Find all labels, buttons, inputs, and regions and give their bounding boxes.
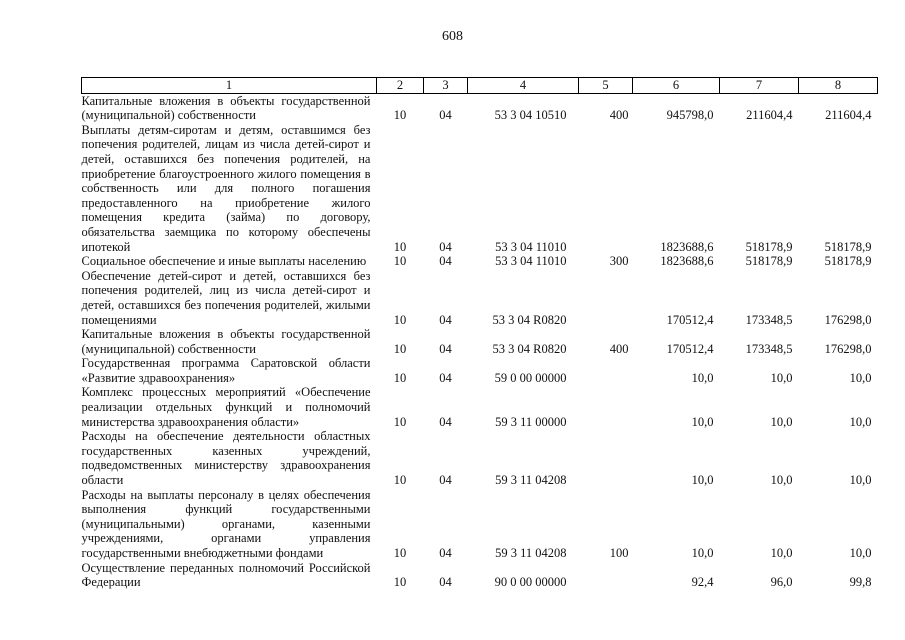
budget-table [81,77,878,590]
column-header: 7 [720,78,799,94]
section-code-cell: 10 [393,341,407,356]
table-row [82,561,878,590]
subsection-code-cell: 04 [439,254,452,269]
expense-type-cell [579,269,633,327]
target-article-cell: 53 3 04 11010 [495,254,567,269]
section-code-cell: 10 [393,546,407,560]
expense-type-cell [579,356,633,385]
amount-year3-cell: 176298,0 [824,341,872,356]
amount-year2-cell: 96,0 [770,575,793,590]
expense-type-cell [579,123,633,254]
item-name-cell: Расходы на обеспечение деятельности областных государственных казенных учреждений, подведомственных министерству здравоохранения области [81,429,371,488]
item-name-cell: Комплекс процессных мероприятий «Обеспечение реализации отдельных функций и полномочий министерства здравоохранения области» [81,385,371,429]
expense-type-cell: 400 [609,108,629,123]
section-code-cell: 10 [393,473,407,488]
amount-year2-cell: 10,0 [770,473,793,488]
table-row [82,429,878,487]
item-name-cell: Капитальные вложения в объекты государственной (муниципальной) собственности [81,327,371,356]
amount-year3-cell: 10,0 [849,546,872,560]
amount-year1-cell: 10,0 [691,414,714,429]
item-name-cell: Государственная программа Саратовской области «Развитие здравоохранения» [81,356,371,385]
amount-year3-cell: 518178,9 [824,239,872,254]
item-name-cell: Осуществление переданных полномочий Российской Федерации [81,560,371,590]
table-header-row [82,78,878,94]
section-code-cell: 10 [393,239,407,254]
amount-year1-cell: 1823688,6 [660,254,714,269]
target-article-cell: 90 0 00 00000 [494,575,567,590]
subsection-code-cell: 04 [439,414,452,429]
amount-year1-cell: 945798,0 [666,108,714,123]
item-name-cell: Социальное обеспечение и иные выплаты населению [81,254,367,269]
amount-year2-cell: 10,0 [770,414,793,429]
subsection-code-cell: 04 [439,473,452,488]
amount-year2-cell: 518178,9 [745,239,793,254]
column-header: 6 [633,78,720,94]
expense-type-cell [579,561,633,590]
column-header: 5 [579,78,633,94]
item-name-cell: Капитальные вложения в объекты государственной (муниципальной) собственности [81,93,371,123]
amount-year3-cell: 10,0 [849,473,872,488]
section-code-cell: 10 [393,254,407,269]
amount-year3-cell: 211604,4 [825,108,872,123]
table-row [82,356,878,385]
target-article-cell: 53 3 04 11010 [495,239,567,254]
section-code-cell: 10 [393,312,407,327]
target-article-cell: 59 0 00 00000 [494,370,567,385]
amount-year1-cell: 10,0 [691,546,714,560]
table-row [82,93,878,123]
table-row [82,385,878,429]
column-header: 8 [799,78,878,94]
amount-year1-cell: 170512,4 [666,312,714,327]
section-code-cell: 10 [393,370,407,385]
target-article-cell: 59 3 11 04208 [495,546,567,560]
subsection-code-cell: 04 [439,546,452,560]
column-header: 1 [82,78,377,94]
target-article-cell: 53 3 04 R0820 [492,341,567,356]
amount-year3-cell: 518178,9 [824,254,872,269]
target-article-cell: 59 3 11 04208 [495,473,567,488]
amount-year2-cell: 518178,9 [745,254,793,269]
expense-type-cell: 100 [609,546,629,560]
table-row [82,269,878,327]
expense-type-cell [579,385,633,429]
amount-year3-cell: 10,0 [849,370,872,385]
target-article-cell: 59 3 11 00000 [495,414,567,429]
column-header: 3 [424,78,468,94]
table-row [82,254,878,269]
subsection-code-cell: 04 [439,312,452,327]
table-row [82,123,878,254]
amount-year2-cell: 10,0 [770,370,793,385]
subsection-code-cell: 04 [439,370,452,385]
expense-type-cell [579,429,633,487]
item-name-cell: Выплаты детям-сиротам и детям, оставшимся без попечения родителей, лицам из числа детей-сирот и детей, оставшихся без попечения родителей, на приобретение благоустроенного жилого помещения в собственность или для полного погашения предоставленного на приобретение жилого помещения кредита (займа) по договору, обязательства заемщика по которому обеспечены ипотекой [81,122,371,254]
column-header: 4 [468,78,579,94]
amount-year3-cell: 10,0 [849,414,872,429]
expense-type-cell: 400 [609,341,629,356]
section-code-cell: 10 [393,414,407,429]
target-article-cell: 53 3 04 10510 [494,108,567,123]
column-header: 2 [377,78,424,94]
amount-year2-cell: 173348,5 [745,312,793,327]
section-code-cell: 10 [393,575,407,590]
amount-year3-cell: 99,8 [849,575,872,590]
section-code-cell: 10 [393,108,407,123]
amount-year2-cell: 211604,4 [746,108,793,123]
amount-year2-cell: 10,0 [770,546,793,560]
amount-year1-cell: 10,0 [691,370,714,385]
target-article-cell: 53 3 04 R0820 [492,312,567,327]
expense-type-cell: 300 [609,254,629,269]
amount-year1-cell: 170512,4 [666,341,714,356]
page-number: 608 [442,29,463,44]
amount-year1-cell: 10,0 [691,473,714,488]
table-row [82,327,878,356]
subsection-code-cell: 04 [439,575,452,590]
table-row [82,488,878,561]
amount-year1-cell: 1823688,6 [660,239,714,254]
amount-year1-cell: 92,4 [691,575,714,590]
amount-year3-cell: 176298,0 [824,312,872,327]
amount-year2-cell: 173348,5 [745,341,793,356]
item-name-cell: Расходы на выплаты персоналу в целях обеспечения выполнения функций государственными (муниципальными) органами, казенными учреждениями, органами управления государственными внебюджетными фондами [81,487,371,560]
item-name-cell: Обеспечение детей-сирот и детей, оставшихся без попечения родителей, лиц из числа детей-сирот и детей, оставшихся без попечения родителей, жилыми помещениями [81,268,371,327]
subsection-code-cell: 04 [439,108,452,123]
subsection-code-cell: 04 [439,239,452,254]
subsection-code-cell: 04 [439,341,452,356]
